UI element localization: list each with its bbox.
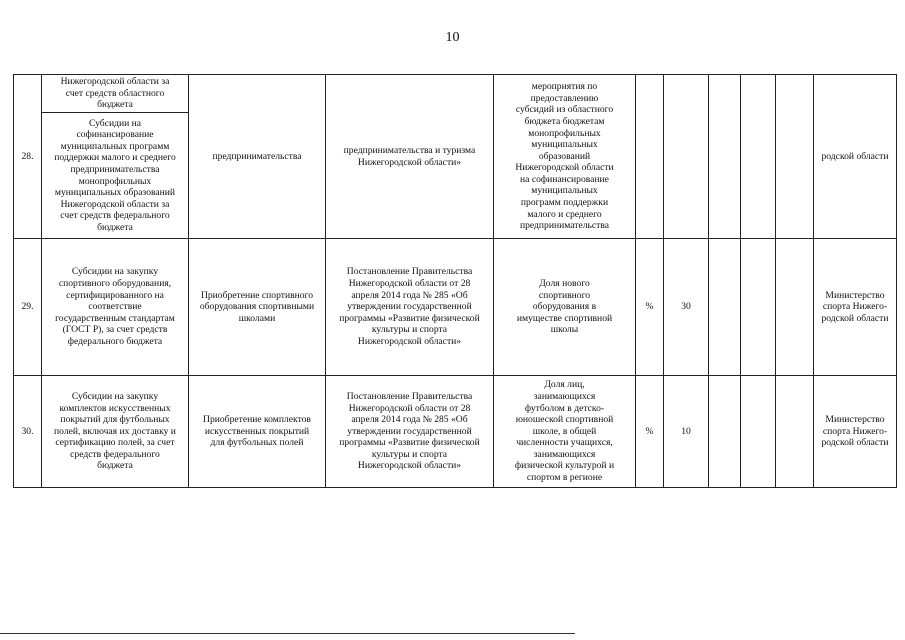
- row-number-cell: 29.: [14, 239, 42, 376]
- row-number-cell: 30.: [14, 376, 42, 488]
- value-cell: 30: [664, 239, 709, 376]
- table-row-28a: [14, 75, 897, 113]
- value-cell: 10: [664, 376, 709, 488]
- row-number-cell: 28.: [14, 75, 42, 239]
- empty-cell: [709, 376, 741, 488]
- page-number: 10: [445, 30, 460, 45]
- table-row-29: [14, 239, 897, 376]
- empty-cell: [776, 376, 814, 488]
- unit-cell: %: [636, 239, 664, 376]
- purpose-cell: предпринимательства: [189, 75, 326, 239]
- responsible-cell: Министерство спорта Нижего- родской области: [814, 376, 897, 488]
- unit-cell: %: [636, 376, 664, 488]
- subsidy-cell: Субсидии на закупку комплектов искусственных покрытий для футбольных полей, включая их доставку и сертификацию полей, за счет средств федерального бюджета: [42, 376, 189, 488]
- subsidy-cell-part1: Нижегородской области за счет средств областного бюджета: [42, 75, 189, 113]
- unit-cell: [636, 75, 664, 239]
- empty-cell: [776, 239, 814, 376]
- responsible-cell: Министерство спорта Нижего- родской области: [814, 239, 897, 376]
- indicator-cell: мероприятия по предоставлению субсидий из областного бюджета бюджетам монопрофильных муниципальных образований Нижегородской области на софинансирование муниципальных программ поддержки малого и среднего предпринимательства: [494, 75, 636, 239]
- footer-divider: [0, 633, 575, 634]
- purpose-cell: Приобретение спортивного оборудования спортивными школами: [189, 239, 326, 376]
- subsidy-cell-part2: Субсидии на софинансирование муниципальных программ поддержки малого и среднего предпринимательства монопрофильных муниципальных образований Нижегородской области за счет средств федерального бюджета: [42, 113, 189, 239]
- value-cell: [664, 75, 709, 239]
- empty-cell: [741, 75, 776, 239]
- basis-cell: Постановление Правительства Нижегородской области от 28 апреля 2014 года № 285 «Об утверждении государственной программы «Развитие физической культуры и спорта Нижегородской области»: [326, 376, 494, 488]
- empty-cell: [709, 75, 741, 239]
- purpose-cell: Приобретение комплектов искусственных покрытий для футбольных полей: [189, 376, 326, 488]
- responsible-cell: родской области: [814, 75, 897, 239]
- subsidy-cell: Субсидии на закупку спортивного оборудования, сертифицированного на соответствие государственным стандартам (ГОСТ Р), за счет средств федерального бюджета: [42, 239, 189, 376]
- empty-cell: [741, 239, 776, 376]
- empty-cell: [741, 376, 776, 488]
- basis-cell: Постановление Правительства Нижегородской области от 28 апреля 2014 года № 285 «Об утверждении государственной программы «Развитие физической культуры и спорта Нижегородской области»: [326, 239, 494, 376]
- empty-cell: [776, 75, 814, 239]
- indicator-cell: Доля лиц, занимающихся футболом в детско- юношеской спортивной школе, в общей численности учащихся, занимающихся физической культурой и спортом в регионе: [494, 376, 636, 488]
- basis-cell: предпринимательства и туризма Нижегородской области»: [326, 75, 494, 239]
- empty-cell: [709, 239, 741, 376]
- subsidy-table: [13, 74, 897, 488]
- table-row-30: [14, 376, 897, 488]
- indicator-cell: Доля нового спортивного оборудования в имуществе спортивной школы: [494, 239, 636, 376]
